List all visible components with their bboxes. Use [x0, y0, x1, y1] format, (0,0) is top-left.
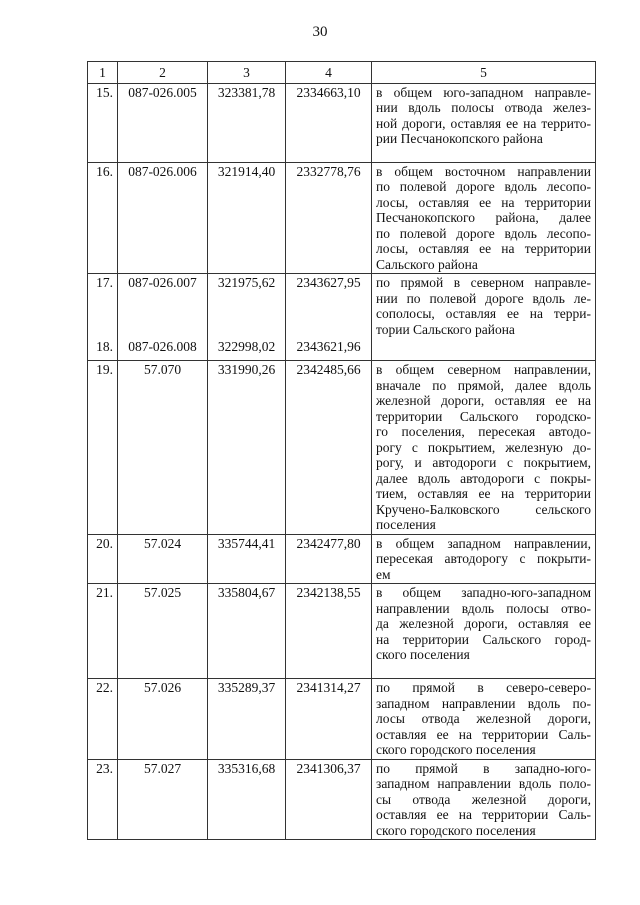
description-line: ной дороги, оставляя ее на террито-: [376, 115, 591, 131]
row-number: 21.: [88, 584, 118, 679]
column-header: 1: [88, 62, 118, 84]
point-id: 57.024: [118, 534, 208, 584]
description-line: рии Песчанокопского района: [376, 131, 543, 146]
coord-y: 2343627,95: [286, 274, 372, 339]
coord-x: 331990,26: [208, 361, 286, 535]
description-line: тием, оставляя ее на территории: [376, 486, 591, 501]
row-number: 22.: [88, 679, 118, 760]
boundary-description: [372, 679, 596, 760]
coord-x: 323381,78: [208, 83, 286, 162]
description-line: направлении вдоль полосы отво-: [376, 600, 591, 616]
description-line: рогу с покрытием, железную до-: [376, 439, 591, 455]
description-line: западном направлении вдоль поло-: [376, 776, 591, 791]
description-line: по прямой в западно-юго-: [376, 760, 591, 776]
row-number: 19.: [88, 361, 118, 535]
column-header: 2: [118, 62, 208, 84]
coord-y: 2342138,55: [286, 584, 372, 679]
description-line: на территории Сальского город-: [376, 631, 591, 647]
row-number: 17.: [88, 274, 118, 339]
column-header: 5: [372, 62, 596, 84]
description-line: лосы отвода железной дороги,: [376, 711, 591, 726]
description-line: тории Сальского района: [376, 321, 515, 337]
description-line: по полевой дороге вдоль лесопо-: [376, 225, 591, 241]
description-line: ского поселения: [376, 647, 470, 662]
table-body: [88, 83, 596, 840]
description-line: по прямой в северном направле-: [376, 275, 591, 290]
row-number: 16.: [88, 162, 118, 274]
description-line: по прямой в северо-северо-: [376, 680, 591, 695]
point-id: 087-026.008: [118, 338, 208, 361]
description-line: пересекая автодорогу с покрыти-: [376, 551, 591, 566]
point-id: 57.027: [118, 759, 208, 840]
description-line: Кручено-Балковского сельского: [376, 501, 591, 517]
point-id: 087-026.007: [118, 274, 208, 339]
coord-y: 2342477,80: [286, 534, 372, 584]
description-line: в общем северном направлении,: [376, 362, 591, 377]
boundary-description: [372, 83, 596, 162]
coord-x: 321975,62: [208, 274, 286, 339]
description-line: нии вдоль полосы отвода желез-: [376, 100, 591, 115]
point-id: 57.070: [118, 361, 208, 535]
table-row: [88, 361, 596, 535]
description-line: нии по полевой дороге вдоль ле-: [376, 290, 591, 306]
table-row: [88, 534, 596, 584]
description-line: оставляя ее на территории Саль-: [376, 726, 591, 742]
coord-y: 2341314,27: [286, 679, 372, 760]
coord-y: 2334663,10: [286, 83, 372, 162]
boundary-points-table: [87, 61, 596, 840]
coord-x: 321914,40: [208, 162, 286, 274]
boundary-description: [372, 338, 596, 361]
table-row: [88, 759, 596, 840]
description-line: в общем западно-юго-западном: [376, 585, 591, 600]
point-id: 087-026.006: [118, 162, 208, 274]
table-row: [88, 338, 596, 361]
description-line: железной дороги, оставляя ее на: [376, 393, 591, 408]
column-header: 4: [286, 62, 372, 84]
coord-x: 335744,41: [208, 534, 286, 584]
row-number: 20.: [88, 534, 118, 584]
description-line: Песчанокопского района, далее: [376, 210, 591, 225]
description-line: сы отвода железной дороги,: [376, 791, 591, 807]
table-header-row: [88, 62, 596, 84]
coord-x: 335289,37: [208, 679, 286, 760]
table-row: [88, 83, 596, 162]
page-number: 30: [312, 24, 328, 40]
description-line: рогу, и автодороги с покрытием,: [376, 455, 591, 470]
coord-x: 322998,02: [208, 338, 286, 361]
description-line: оставляя ее на территории Саль-: [376, 807, 591, 822]
description-line: в общем восточном направлении: [376, 163, 591, 179]
row-number: 15.: [88, 83, 118, 162]
boundary-description: [372, 584, 596, 679]
table-row: [88, 679, 596, 760]
coord-x: 335316,68: [208, 759, 286, 840]
description-line: го поселения, пересекая автодо-: [376, 424, 591, 439]
coord-x: 335804,67: [208, 584, 286, 679]
description-line: западном направлении вдоль по-: [376, 695, 591, 711]
description-line: по полевой дороге вдоль лесопо-: [376, 179, 591, 194]
boundary-description: [372, 759, 596, 840]
description-line: сополосы, оставляя ее на терри-: [376, 306, 591, 321]
point-id: 087-026.005: [118, 83, 208, 162]
boundary-description: [372, 534, 596, 584]
description-line: ского городского поселения: [376, 822, 536, 838]
description-line: ского городского поселения: [376, 742, 536, 757]
table-row: [88, 162, 596, 274]
boundary-description: [372, 162, 596, 274]
description-line: в общем западном направлении,: [376, 535, 591, 551]
coord-y: 2341306,37: [286, 759, 372, 840]
description-line: ем: [376, 566, 391, 582]
row-number: 23.: [88, 759, 118, 840]
boundary-description: [372, 274, 596, 339]
coord-y: 2332778,76: [286, 162, 372, 274]
row-number: 18.: [88, 338, 118, 361]
point-id: 57.026: [118, 679, 208, 760]
table-row: [88, 274, 596, 339]
coord-y: 2343621,96: [286, 338, 372, 361]
coord-y: 2342485,66: [286, 361, 372, 535]
description-line: да железной дороги, оставляя ее: [376, 616, 591, 631]
description-line: поселения: [376, 517, 436, 532]
boundary-description: [372, 361, 596, 535]
description-line: вначале по прямой, далее вдоль: [376, 377, 591, 393]
description-line: лосы, оставляя ее на территории: [376, 194, 591, 210]
description-line: территории Сальского городско-: [376, 408, 591, 424]
table-row: [88, 584, 596, 679]
description-line: далее вдоль автодороги с покры-: [376, 470, 591, 486]
point-id: 57.025: [118, 584, 208, 679]
column-header: 3: [208, 62, 286, 84]
description-line: Сальского района: [376, 256, 478, 272]
description-line: лосы, оставляя ее на территории: [376, 241, 591, 256]
description-line: в общем юго-западном направле-: [376, 84, 591, 100]
